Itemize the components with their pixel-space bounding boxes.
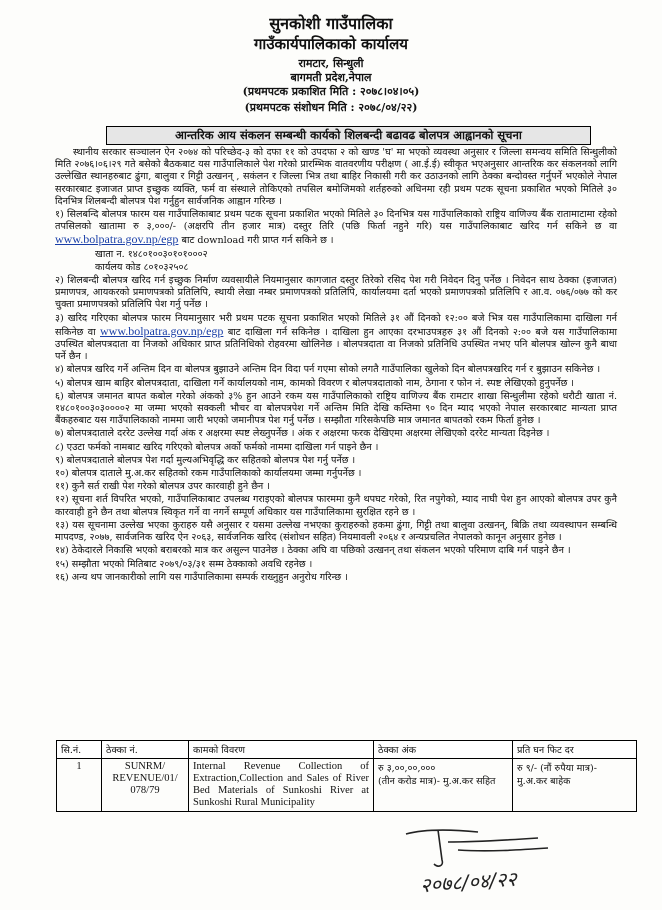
bolpatra-link-2[interactable]: www.bolpatra.gov.np/egp xyxy=(100,323,224,338)
cell-rate xyxy=(513,759,637,812)
amount-figure: रु ३,००,००,००० xyxy=(378,763,436,774)
clause-3-text-end: बाट दाखिला गर्न सकिनेछ । दाखिला हुन आएका दरभाउपत्रहरु ३१ औं दिनको २:०० बजे यस गाउँपालिकामा उपस्थित बोलपत्रदाता वा निजको अधिकार प्राप्त प्रतिनिधिको रोहवरमा खोलिनेछ । बोलपत्रदाता वा निजको प्रतिनिधि उपस्थित नभए पनि बोलपत्र खोल्न कुनै बाधा पर्ने छैन । xyxy=(55,326,617,363)
rate-figure: रु ९/- (नौं रुपैया मात्र)- xyxy=(517,763,597,774)
signature-mark xyxy=(388,820,588,910)
clause-16: १६) अन्य थप जानकारीको लागि यस गाउँपालिकामा सम्पर्क राख्नुहुन अनुरोध गरिन्छ । xyxy=(55,571,348,583)
header-rate: प्रति घन फिट दर xyxy=(513,741,637,759)
municipality-name: सुनकोशी गाउँपालिका xyxy=(269,14,393,33)
cell-description: Internal Revenue Collection of Extraction,Collection and Sales of River Bed Materials of Sunkoshi River at Sunkoshi Rural Municipality xyxy=(189,759,374,812)
clause-13: १३) यस सूचनामा उल्लेख भएका कुराहरु यसै अनुसार र यसमा उल्लेख नभएका कुराहरुको हकमा ढुंगा, गिट्टी तथा बालुवा उत्खनन्, बिक्रि तथा व्यवस्थापन सम्बन्धि मापदण्ड, २०७७, सार्वजनिक खरिद ऐन २०६३, सार्वजनिक खरिद (संशोधन सहित) नियमावली २०६४ र अन्यप्रचलित नेपालको कानून अनुसार हुनेछ । xyxy=(55,519,617,544)
table-header-row xyxy=(57,741,637,759)
province-name: बागमती प्रदेश,नेपाल xyxy=(290,71,372,84)
header-amount: ठेक्का अंक xyxy=(374,741,513,759)
header-contract-no: ठेक्का नं. xyxy=(102,741,189,759)
clause-3-text: ३) खरिद गरिएका बोलपत्र फारम नियमानुसार भरी प्रथम पटक सूचना प्रकाशित भएको मितिले ३१ औं दिनको १२:०० बजे भित्र यस गाउँपालिकामा दाखिला गर्न सकिनेछ वा xyxy=(55,312,617,338)
clause-6: ६) बोलपत्र जमानत बापत कबोल गरेको अंकको ३% हुन आउने रकम यस गाउँपालिकाको राष्ट्रिय वाणिज्य बैंक रामटार शाखा सिन्धुलीमा रहेको धरौटी खाता नं. १४८०१००३०३००००२ मा जम्मा भएको सक्कली भौचर वा बोलपत्रपेश गर्ने अन्तिम मिति देखि कम्तिमा ९० दिन म्याद भएको नेपाल सरकारबाट मान्यता प्राप्त बैंकहरुबाट यस गाउँपालिकाको नाममा जारी भएको जमानीपत्र पेश गर्नु पर्नेछ । सम्झौता गरिसकेपछि मात्र जमानत बापतको रकम फिर्ता हुनेछ । xyxy=(55,390,617,427)
clause-8: ८) एउटा फर्मको नामबाट खरिद गरिएको बोलपत्र अर्को फर्मको नाममा दाखिला गर्न पाइने छैन । xyxy=(55,441,379,453)
header-sn: सि.नं. xyxy=(57,741,102,759)
clause-5: ५) बोलपत्र खाम बाहिर बोलपत्रदाता, दाखिला गर्ने कार्यालयको नाम, कामको विवरण र बोलपत्रदाताको नाम, ठेगाना र फोन नं. स्पष्ट लेखिएको हुनुपर्नेछ । xyxy=(55,377,575,389)
clause-9: ९) बोलपत्रदाताले बोलपत्र पेश गर्दा मुल्यअभिवृद्धि कर सहितको बोलपत्र पेश गर्नु पर्नेछ । xyxy=(55,454,356,466)
clause-7: ७) बोलपत्रदाताले दररेट उल्लेख गर्दा अंक र अक्षरमा स्पष्ट लेख्नुपर्नेछ । अंक र अक्षरमा फरक देखिएमा अक्षरमा लेखिएको दररेट मान्यता दिइनेछ । xyxy=(55,428,550,440)
header-description: कामको विवरण xyxy=(189,741,374,759)
clause-10: १०) बोलपत्र दाताले मु.अ.कर सहितको रकम गाउँपालिकाको कार्यालयमा जम्मा गर्नुपर्नेछ । xyxy=(55,468,362,480)
clause-1 xyxy=(55,209,617,248)
signature-date: २०७८/०४/२२ xyxy=(419,866,518,898)
cell-sn: 1 xyxy=(57,759,102,812)
cell-contract-no: SUNRM/ REVENUE/01/ 078/79 xyxy=(102,759,189,812)
clause-12: १२) सूचना शर्त विपरित भएको, गाउँपालिकाबाट उपलब्ध गराइएको बोलपत्र फारममा कुनै थपघट गरेको, रित नपुगेको, म्याद नाघी पेश हुन आएको बोलपत्र उपर कुनै कारवाही हुने छैन तथा बोलपत्र स्विकृत गर्ने वा नगर्ने सम्पूर्ण अधिकार यस गाउँपालिकामा सुरक्षित रहने छ । xyxy=(55,494,617,518)
clause-15: १५) सम्झौता भएको मितिबाट २०७९/०३/३१ सम्म ठेक्काको अवधि रहनेछ । xyxy=(55,558,313,570)
table-row xyxy=(57,759,637,812)
office-name: गाउँकार्यपालिकाको कार्यालय xyxy=(253,35,408,53)
notice-body xyxy=(55,147,617,585)
office-location: रामटार, सिन्धुली xyxy=(298,57,364,70)
rate-note: मु.अ.कर बाहेक xyxy=(517,776,571,787)
clause-14: १४) ठेकेदारले निकासि भएको बराबरको मात्र कर असुल्न पाउनेछ । ठेक्का अघि वा पछिको उत्खनन् तथा संकलन भएको परिमाण दाबि गर्न पाइने छैन । xyxy=(55,545,571,557)
bolpatra-link[interactable]: www.bolpatra.gov.np/egp xyxy=(55,232,179,247)
published-date: (प्रथमपटक प्रकाशित मिति : २०७८।०४।०५) xyxy=(242,85,420,98)
clause-1-text-end: बाट download गरी प्राप्त गर्न सकिने छ । xyxy=(181,235,334,247)
clause-3 xyxy=(55,313,617,364)
cell-amount xyxy=(374,759,513,812)
amended-date: (प्रथमपटक संशोधन मिति : २०७८/०४/२२) xyxy=(244,101,418,114)
clause-1-text: १) सिलबन्दि बोलपत्र फारम यस गाउँपालिकाबाट प्रथम पटक सूचना प्रकाशित भएको मितिले ३० दिनभित्र यस गाउँपालिकाको राष्ट्रिय वाणिज्य बैंक रातामाटामा रहेको तपसिलको खातामा रु ३,०००/- (अक्षरपि तीन हजार मात्र) दस्तुर तिरि (पछि फिर्ता नहुने गरि) यस गाउँपालिकाबाट खरिद गर्न सकिने छ वा xyxy=(55,209,617,233)
office-code: कार्यलय कोड ८०१०३२५०८ xyxy=(95,261,189,273)
account-number: खाता न. १४८०१००३०१०१०००२ xyxy=(95,248,208,260)
intro-paragraph: स्थानीय सरकार सञ्चालन ऐन २०७४ को परिच्छेद-३ को दफा ११ को उपदफा २ को खण्ड 'घ' मा भएको व्यवस्था अनुसार र जिल्ला समन्वय समिति सिन्धुलीको मिति २०७६।०६।२९ गते बसेको बैठकबाट यस गाउँपालिकाले पेश गरेको प्रारम्भिक वातवरणीय परीक्षण ( आ.ई.ई) स्वीकृत भएअनुसार आन्तरिक कर संकलनको लागि उल्लेखित स्थानहरुबाट ढुंगा, बालुवा र गिट्टी उत्खनन् , सकंलन र जिल्ला भित्र तथा बाहिर निकासी गरी कर उठाउनको लागि ठेक्का बन्दोवस्त गर्नुपर्ने भएकोले नेपाल सरकारबाट इजाजत प्राप्त इच्छुक व्यक्ति, फर्म वा संस्थाले तोकिएको तपसिल बमोजिमको शर्तहरुको अधिनमा रही प्रथम पटक सूचना प्रकाशित भएको मितिले ३० दिनभित्र शिलबन्दी बोलपत्र पेश गर्नुहुन सार्वजनिक आह्वान गरिन्छ । xyxy=(55,147,617,207)
notice-title-banner: आन्तरिक आय संकलन सम्बन्धी कार्यको शिलबन्दी बढावढ बोलपत्र आह्वानको सूचना xyxy=(106,126,591,145)
clause-2: २) शिलबन्दी बोलपत्र खरिद गर्न इच्छुक निर्माण व्यवसायीले नियमानुसार कागजात दस्तुर तिरेको रसिद पेश गरी निवेदन दिनु पर्नेछ । निवेदन साथ ठेक्का (इजाजत) प्रमाणपत्र, आयकरको प्रमाणपत्रको प्रतिलिपि, स्थायी लेखा नम्बर प्रमाणपत्रको प्रतिलिपि, कार्यालयमा दर्ता भएको प्रमाणपत्रको प्रतिलिपि र आ.व. ०७६/०७७ को कर चुक्ता प्रमाणपत्रको प्रतिलिपि पेश गर्नु पर्नेछ । xyxy=(55,275,617,311)
amount-words: (तीन करोड मात्र)- मु.अ.कर सहित xyxy=(378,776,496,787)
clause-11: ११) कुनै सर्त राखी पेश गरेको बोलपत्र उपर कारवाही हुने छैन । xyxy=(55,481,270,493)
contract-table xyxy=(56,740,637,812)
clause-4: ४) बोलपत्र खरिद गर्ने अन्तिम दिन वा बोलपत्र बुझाउने अन्तिम दिन विदा पर्न गएमा सोको लगतै गाउँपालिका खुलेको दिन बोलपत्रखरिद गर्न र बुझाउन सकिनेछ । xyxy=(55,364,601,376)
